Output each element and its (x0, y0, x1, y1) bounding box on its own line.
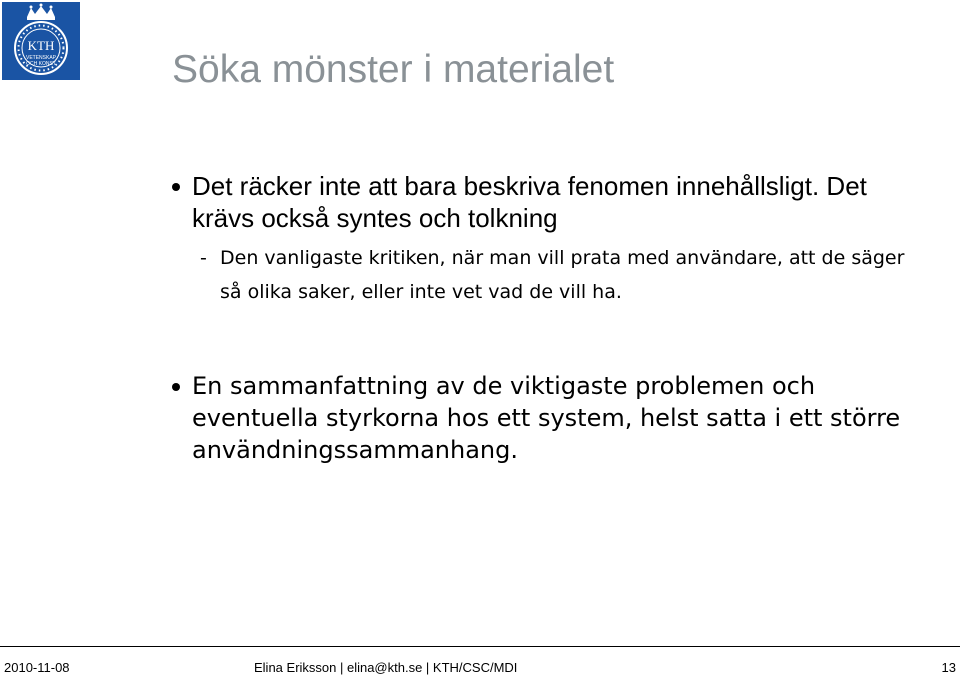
page-number: 13 (941, 660, 956, 675)
kth-logo (2, 2, 80, 80)
bullet-text: Det räcker inte att bara beskriva fenomen innehållsligt. Det krävs också syntes och tolkning (192, 171, 867, 233)
footer-date: 2010-11-08 (4, 660, 70, 675)
bullet-dot-icon (172, 383, 180, 391)
bullet-dot-icon (172, 183, 180, 191)
kth-logo-motto-2: OCH KONST (26, 61, 56, 67)
footer-author: Elina Eriksson | elina@kth.se | KTH/CSC/MDI (254, 660, 518, 675)
kth-logo-motto-1: VETENSKAP (25, 55, 57, 61)
sub-bullet-text: Den vanligaste kritiken, när man vill prata med användare, att de säger så olika saker, eller inte vet vad de vill ha. (220, 247, 905, 303)
slide-title: Söka mönster i materialet (172, 48, 615, 91)
bullet-item (192, 370, 932, 466)
sub-bullet-marker: - (200, 247, 207, 269)
bullet-item (192, 170, 932, 234)
sub-bullet-item (200, 241, 920, 309)
kth-crest-icon (2, 2, 80, 80)
footer-divider (0, 646, 960, 647)
bullet-text: En sammanfattning av de viktigaste problemen och eventuella styrkorna hos ett system, helst satta i ett större användningssammanhang. (192, 372, 901, 464)
kth-logo-text: KTH (27, 38, 55, 53)
